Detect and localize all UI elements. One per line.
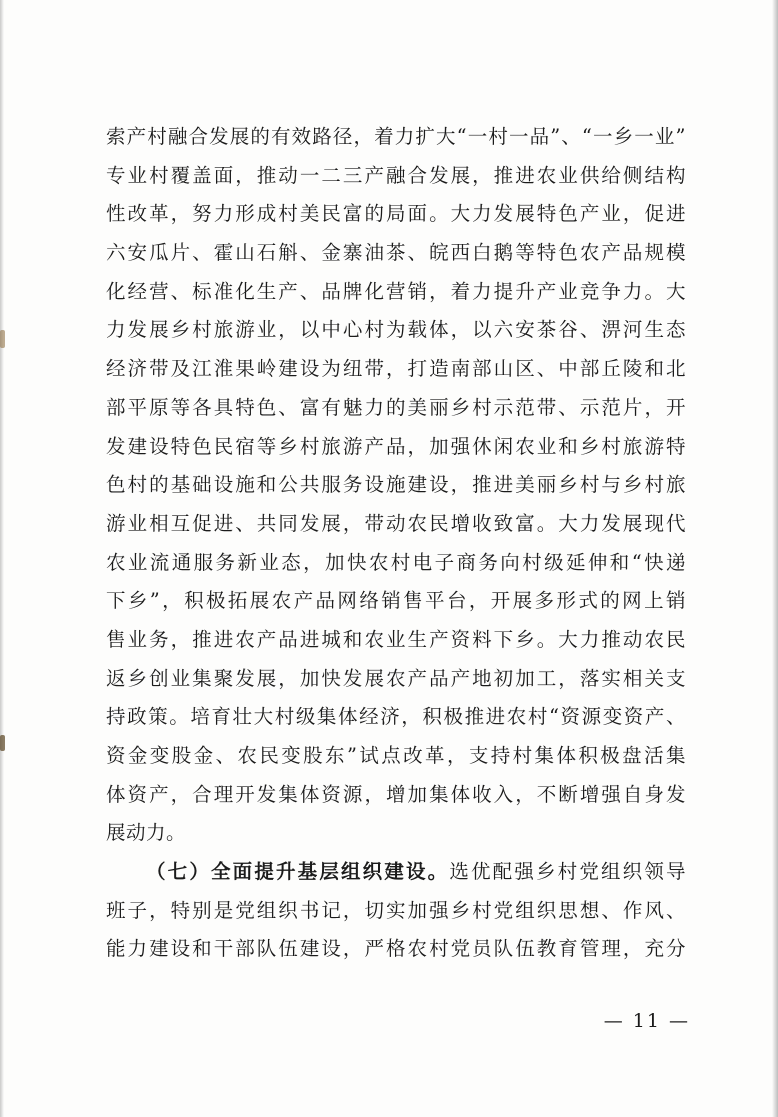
text-line: 能力建设和干部队伍建设，严格农村党员队伍教育管理，充分 [106,937,686,961]
text-line: 经济带及江淮果岭建设为纽带，打造南部山区、中部丘陵和北 [106,357,686,381]
text-line: 展动力。 [106,821,187,845]
text-line: 化经营、标准化生产、品牌化营销，着力提升产业竞争力。大 [106,279,686,303]
paragraph-2 [106,853,686,969]
text-line: 班子，特别是党组织书记，切实加强乡村党组织思想、作风、 [106,898,686,922]
scan-mark [0,330,5,348]
text-line: 游业相互促进、共同发展，带动农民增收致富。大力发展现代 [106,511,686,535]
paragraph-1 [106,118,686,853]
body-text [106,118,686,969]
text-line: 索产村融合发展的有效路径，着力扩大“一村一品”、“一乡一业” [106,125,686,148]
text-line: 售业务，推进农产品进城和农业生产资料下乡。大力推动农民 [106,627,686,651]
scan-edge-right [772,0,778,1117]
section-heading: （七）全面提升基层组织建设。 [146,860,450,884]
text-line: 色村的基础设施和公共服务设施建设，推进美丽乡村与乡村旅 [106,473,686,497]
text-run: 选优配强乡村党组织领导 [449,860,686,884]
text-line: 返乡创业集聚发展，加快发展农产品产地初加工，落实相关支 [106,666,686,690]
text-line: 资金变股金、农民变股东”试点改革，支持村集体积极盘活集 [106,744,686,767]
text-line: 性改革，努力形成村美民富的局面。大力发展特色产业，促进 [106,202,686,226]
text-line: 力发展乡村旅游业，以中心村为载体，以六安茶谷、淠河生态 [106,318,686,342]
text-line: 部平原等各具特色、富有魅力的美丽乡村示范带、示范片，开 [106,395,686,419]
section-heading-line [106,853,686,892]
text-line: 农业流通服务新业态，加快农村电子商务向村级延伸和“快递 [106,550,686,574]
text-line: 持政策。培育壮大村级集体经济，积极推进农村“资源变资产、 [106,705,686,729]
text-line: 发建设特色民宿等乡村旅游产品，加强休闲农业和乡村旅游特 [106,434,686,458]
text-line: 专业村覆盖面，推动一二三产融合发展，推进农业供给侧结构 [106,163,686,187]
text-line: 体资产，合理开发集体资源，增加集体收入，不断增强自身发 [106,782,686,806]
scan-mark [0,735,5,751]
scan-edge-left [0,0,4,1117]
text-line: 六安瓜片、霍山石斛、金寨油茶、皖西白鹅等特色农产品规模 [106,241,686,265]
page-number: — 11 — [603,1010,690,1032]
text-line: 下乡”，积极拓展农产品网络销售平台，开展多形式的网上销 [106,589,686,613]
